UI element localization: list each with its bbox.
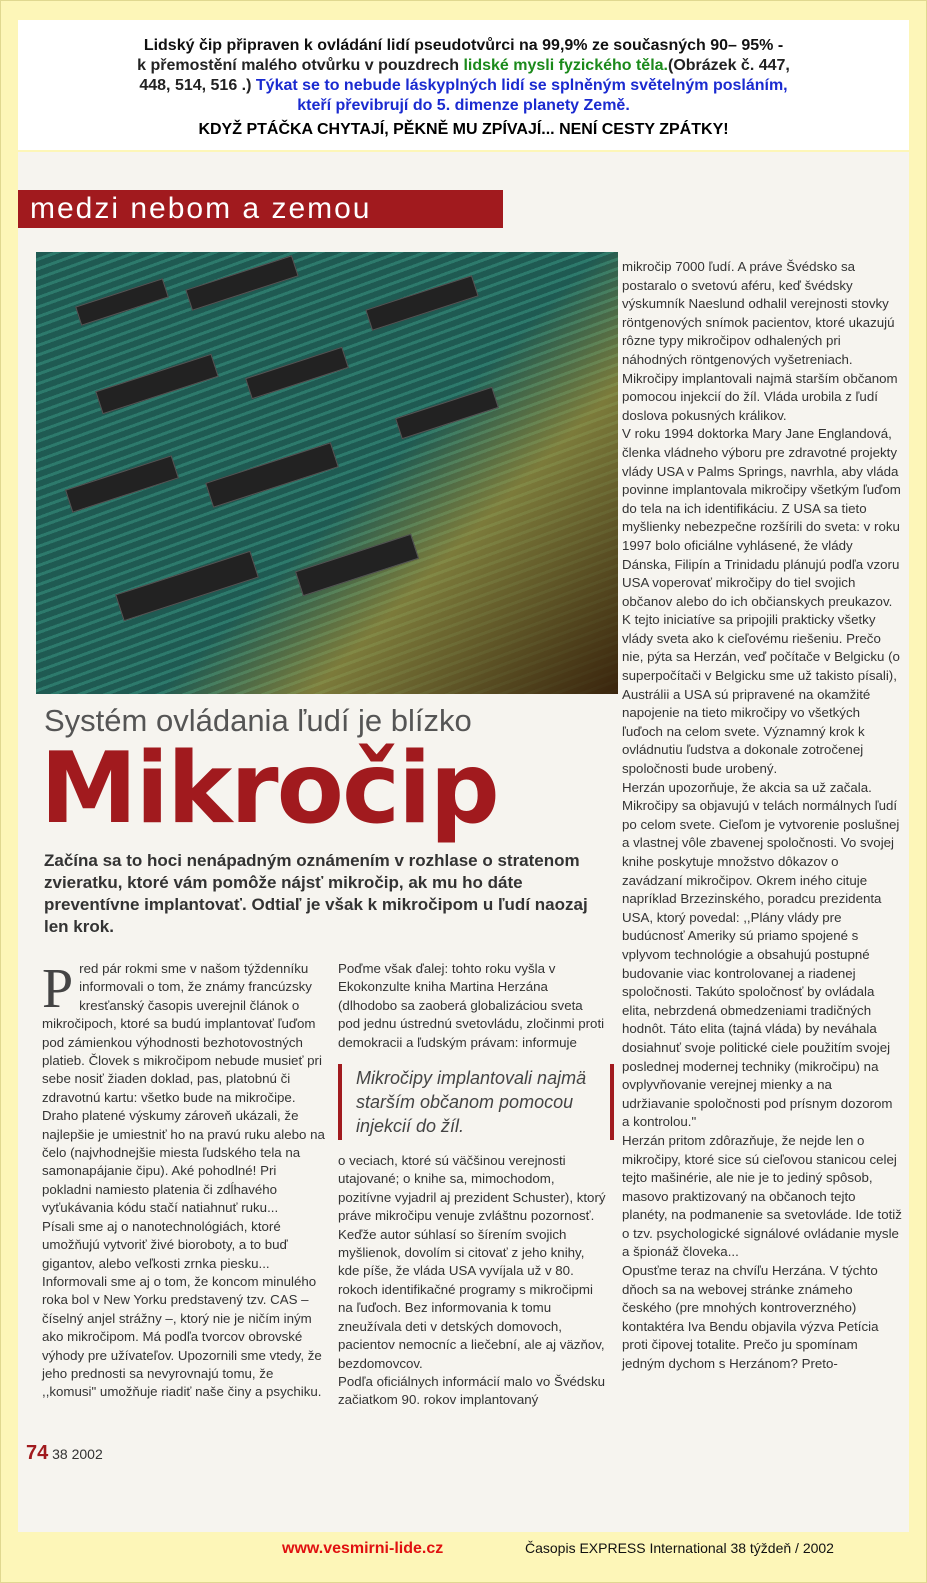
magazine-credit: Časopis EXPRESS International 38 týždeň / 2002 (525, 1540, 834, 1556)
issue-label: 38 2002 (52, 1446, 103, 1462)
paragraph: Poďme však ďalej: tohto roku vyšla v Ekokonzulte kniha Martina Herzána (dlhodobo sa zaoberá globalizáciou sveta pod jednu ústrednú svetovládu, zločinmi proti demokracii a ľudským právam: informuje (338, 961, 605, 1050)
paragraph: Herzán pritom zdôrazňuje, že nejde len o mikročipy, ktoré sice sú cieľovou stanicou celej tejto mašinérie, ale nie je to jediný spôsob, masovo praktizovaný na občanoch tejto planéty, na podmanenie sa svetovláde. Ide totiž o tzv. psychologické signálové ovládanie mysle a špionáž človeka... (622, 1132, 902, 1260)
chip-shape (205, 442, 339, 508)
chip-shape (365, 275, 478, 331)
website-link[interactable]: www.vesmirni-lide.cz (282, 1540, 444, 1557)
header-line-3-blue: Týkat se to nebude láskyplných lidí se splněným světelným posláním, (255, 77, 788, 94)
header-line-3 (18, 76, 909, 96)
header-line-4: kteří převibrují do 5. dimenze planety Země. (297, 97, 630, 114)
header-line-2-b: (Obrázek č. 447, (668, 57, 790, 74)
chip-shape (395, 387, 499, 439)
paragraph: Keďže autor súhlasí so šírením svojich myšlienok, dovolím si citovať z jeho knihy, kde píše, že vláda USA vyvíjala už v 80. rokoch identifikačné programy s mikročipmi na ľuďoch. Bez informovania k tomu zneužívala deti v detských domovoch, pacientov nemocníc a liečební, ale aj väzňov, bezdomovcov. (338, 1226, 605, 1371)
chip-shape (245, 347, 349, 399)
page-number (26, 1442, 103, 1465)
paragraph: Opusťme teraz na chvíľu Herzána. V týchto dňoch sa na webovej stránke známeho českého (pre mnohých kontroverzného) kontaktéra Iva Bendu objavila výzva Petícia proti čipovej totalite. Prečo ju spomínam jedným dychom s Herzánom? Preto- (622, 1263, 879, 1372)
intro-header (18, 20, 909, 150)
page-number-value: 74 (26, 1442, 49, 1464)
article-lede: Začína sa to hoci nenápadným oznámením v rozhlase o stratenom zvieratku, ktoré vám pomôže nájsť mikročip, ak mu ho dáte preventívne implantovať. Odtiaľ je však k mikročipom u ľudí naozaj len krok. (44, 851, 588, 936)
article-column-2 (338, 960, 608, 1410)
article-subtitle: Systém ovládania ľudí je blízko (44, 703, 472, 738)
paragraph: Herzán upozorňuje, že akcia sa už začala. Mikročipy sa objavujú v telách normálnych ľudí po celom svete. Cieľom je vytvorenie poslušnej a vlastnej vôle zbavenej spoločnosti. Vo svojej knihe poskytuje množstvo dôkazov o zavádzaní mikročipov. Okrem iného cituje napríklad Brzezinského, poradcu prezidenta USA, ktorý povedal: ,,Plány vlády pre budúcnosť Ameriky sú priamo spojené s vplyvom technológie a obsahujú postupné budovanie viac kontrolovanej a riadenej spoločnosti. Takúto spoločnosť by ovládala elita, nebrzdená obmedzeniami tradičných hodnôt. Táto elita (tajná vláda) by neváhala dosiahnuť svoje politické ciele použitím svojej poslednej modernej techniky (mikročipu) na ovplyvňovanie verejnej mienky a na udržiavanie spoločnosti pod prísnym dozorom a kontrolou." (622, 779, 900, 1130)
header-line-5: KDYŽ PTÁČKA CHYTAJÍ, PĚKNĚ MU ZPÍVAJÍ... NENÍ CESTY ZPÁTKY! (198, 121, 729, 138)
paragraph: V roku 1994 doktorka Mary Jane Englandová, členka vládneho výboru pre zdravotné projekty vlády USA v Palms Springs, navrhla, aby vláda povinne implantovala mikročipy všetkým ľuďom do tela na ich identifikáciu. Z USA sa tieto myšlienky nebezpečne rozšírili do sveta: v roku 1997 bolo oficiálne vyhlásené, že vlády Dánska, Filipín a Trinidadu plánujú podľa vzoru USA voperovať mikročipy do tiel svojich občanov alebo do ich občianskych preukazov. K tejto iniciatíve sa pripojili prakticky všetky vlády sveta ako k cieľovému riešeniu. Prečo nie, pýta sa Herzán, veď počítače v Belgicku (o superpočítači v Belgicku sme už takisto písali), Austrálii a USA sú pripravené na okamžité napojenie na tieto mikročipy vo všetkých ľuďoch na celom svete. Významný krok k ovládnutiu ľudstva a dokonale zotročenej spoločnosti bude urobený. (622, 426, 901, 777)
magazine-page (18, 152, 909, 1532)
article-title: Mikročip (40, 732, 498, 846)
article-column-1 (42, 960, 327, 1402)
header-line-2-a: k přemostění malého otvůrku v pouzdrech (137, 57, 464, 74)
chip-shape (75, 278, 169, 325)
paragraph: Písali sme aj o nanotechnológiách, ktoré umožňujú vytvoriť živé bioroboty, a to buď gigantov, alebo veľkosti zrnka piesku... Informovali sme aj o tom, že koncom minulého roka bol v New Yorku predstavený tzv. CAS – číselný anjel strážny –, ktorý nie je ničím iným ako mikročipom. Má podľa tvorcov obrovské výhody pre užívateľov. Upozornili sme vtedy, že jeho prednosti sa nevyrovnajú tomu, že ,,komusi" umožňuje riadiť naše činy a psychiku. (42, 1218, 322, 1400)
chip-shape (295, 534, 419, 596)
header-line-3-a: 448, 514, 516 .) (139, 77, 256, 94)
section-bar: medzi nebom a zemou (18, 190, 503, 228)
chip-shape (185, 255, 298, 311)
header-line-2-green: lidské mysli fyzického těla. (463, 57, 668, 74)
circuit-board-photo (36, 252, 618, 694)
paragraph: o veciach, ktoré sú väčšinou verejnosti utajované; o knihe sa, mimochodom, pozitívne vyjadril aj prezident Schuster), ktorý práve mikročipu venuje zvláštnu pozornosť. (338, 1153, 606, 1224)
article-column-3 (622, 258, 902, 1374)
drop-cap: P (42, 958, 74, 1020)
header-line-1: Lidský čip připraven k ovládání lidí pseudotvůrci na 99,9% ze současných 90– 95% - (143, 37, 784, 54)
paragraph: red pár rokmi sme v našom týždenníku informovali o tom, že známy francúzsky kresťanský časopis uverejnil článok o mikročipoch, ktoré sa budú implantovať ľuďom pod zámienkou výhodnosti bezhotovostných platieb. Človek s mikročipom nebude musieť pri sebe nosiť žiaden doklad, pas, platobnú či zdravotnú kartu: všetko bude na mikročipe. Draho platené výskumy zároveň ukázali, že najlepšie je umiestniť ho na pravú ruku alebo na čelo (najvhodnejšie miesta ľudského tela na samonapájanie čipu). Aké pohodlné! Pri pokladni namiesto platenia či zdĺhavého vyťukávania kódu stačí natiahnuť ruku... (42, 961, 325, 1216)
chip-shape (65, 455, 179, 512)
paragraph: mikročip 7000 ľudí. A práve Švédsko sa postaralo o svetovú aféru, keď švédsky výskumník Naeslund odhalil verejnosti stovky röntgenových snímok pacientov, ktoré ukazujú rôzne typy mikročipov odhalených pri náhodných röntgenových vyšetreniach. Mikročipy implantovali najmä starším občanom pomocou injekcií do žíl. Vláda urobila z ľudí doslova pokusných králikov. (622, 259, 898, 423)
paragraph: Podľa oficiálnych informácií malo vo Švédsku začiatkom 90. rokov implantovaný (338, 1373, 605, 1408)
chip-shape (95, 354, 218, 415)
pull-quote: Mikročipy implantovali najmä starším občanom pomocou injekcií do žíl. (338, 1064, 608, 1140)
header-line-2 (18, 56, 909, 76)
chip-shape (115, 551, 259, 622)
